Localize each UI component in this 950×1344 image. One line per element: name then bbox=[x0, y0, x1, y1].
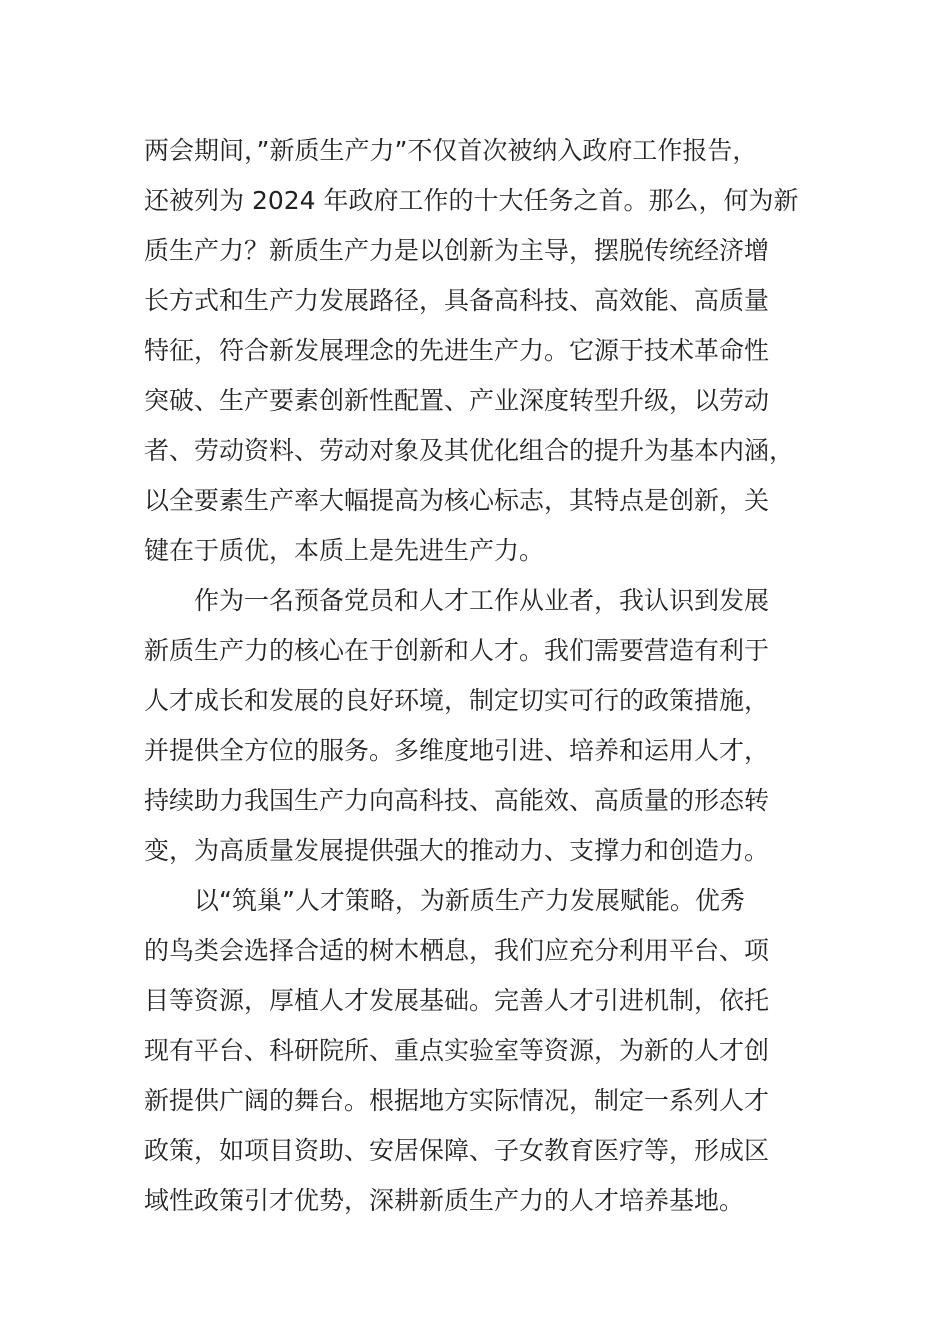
text-line: 域性政策引才优势，深耕新质生产力的人才培养基地。 bbox=[144, 1186, 745, 1215]
text-line: 政策，如项目资助、安居保障、子女教育医疗等，形成区 bbox=[144, 1136, 770, 1165]
text-line: 还被列为 2024 年政府工作的十大任务之首。那么，何为新 bbox=[144, 186, 799, 215]
text-line: 人才成长和发展的良好环境，制定切实可行的政策措施， bbox=[144, 686, 770, 715]
paragraph-2 bbox=[144, 576, 814, 876]
text-line: 特征，符合新发展理念的先进生产力。它源于技术革命性 bbox=[144, 336, 770, 365]
text-line: 长方式和生产力发展路径，具备高科技、高效能、高质量 bbox=[144, 286, 770, 315]
text-line: 持续助力我国生产力向高科技、高能效、高质量的形态转 bbox=[144, 786, 770, 815]
document-body bbox=[144, 126, 814, 1226]
text-line: 变，为高质量发展提供强大的推动力、支撑力和创造力。 bbox=[144, 836, 770, 865]
text-line: 的鸟类会选择合适的树木栖息，我们应充分利用平台、项 bbox=[144, 936, 770, 965]
paragraph-3 bbox=[144, 876, 814, 1226]
text-line: 质生产力？新质生产力是以创新为主导，摆脱传统经济增 bbox=[144, 236, 770, 265]
text-line: 新质生产力的核心在于创新和人才。我们需要营造有利于 bbox=[144, 636, 770, 665]
text-line-indented: 作为一名预备党员和人才工作从业者，我认识到发展 bbox=[194, 586, 770, 615]
text-line: 以全要素生产率大幅提高为核心标志，其特点是创新，关 bbox=[144, 486, 770, 515]
paragraph-1 bbox=[144, 126, 814, 576]
text-line: 者、劳动资料、劳动对象及其优化组合的提升为基本内涵， bbox=[144, 436, 795, 465]
text-line: 现有平台、科研院所、重点实验室等资源，为新的人才创 bbox=[144, 1036, 770, 1065]
text-line: 目等资源，厚植人才发展基础。完善人才引进机制，依托 bbox=[144, 986, 770, 1015]
text-line: 两会期间，”新质生产力”不仅首次被纳入政府工作报告， bbox=[144, 136, 758, 165]
text-line: 键在于质优，本质上是先进生产力。 bbox=[144, 536, 545, 565]
text-line: 并提供全方位的服务。多维度地引进、培养和运用人才， bbox=[144, 736, 770, 765]
text-line: 新提供广阔的舞台。根据地方实际情况，制定一系列人才 bbox=[144, 1086, 770, 1115]
text-line: 突破、生产要素创新性配置、产业深度转型升级，以劳动 bbox=[144, 386, 770, 415]
text-line-indented: 以“筑巢”人才策略，为新质生产力发展赋能。优秀 bbox=[194, 886, 745, 915]
